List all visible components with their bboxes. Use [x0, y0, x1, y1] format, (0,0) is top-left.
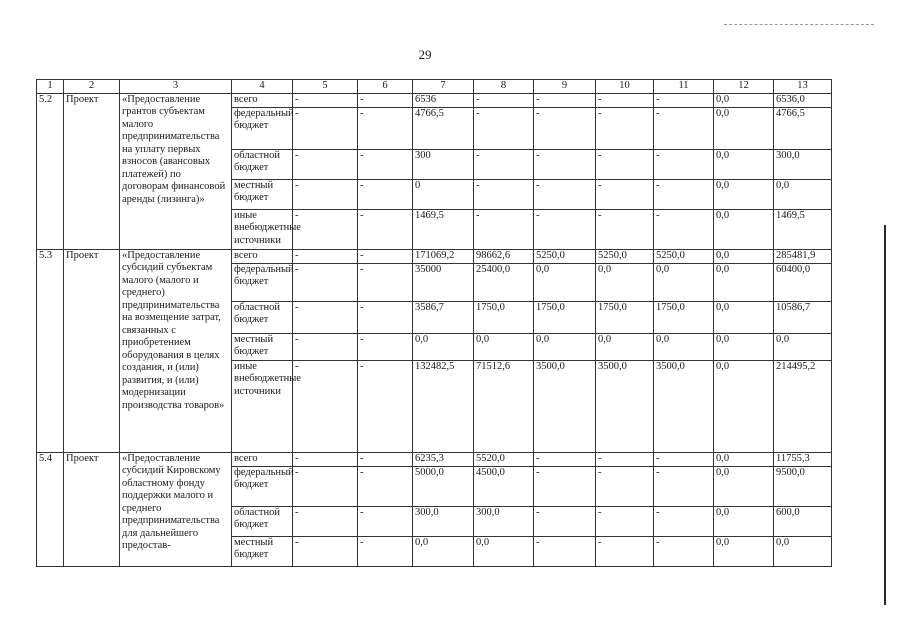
value-cell-c11: - — [654, 93, 714, 107]
value-cell-c7: 3586,7 — [413, 301, 474, 333]
value-cell-c6: - — [358, 263, 413, 301]
value-cell-c5: - — [293, 301, 358, 333]
value-cell-c10: 1750,0 — [596, 301, 654, 333]
funding-source: федеральный бюджет — [232, 107, 293, 149]
value-cell-c7: 0,0 — [413, 333, 474, 360]
column-header: 4 — [232, 80, 293, 94]
value-cell-c11: - — [654, 506, 714, 536]
value-cell-c9: 5250,0 — [534, 249, 596, 263]
value-cell-c6: - — [358, 360, 413, 452]
column-header: 7 — [413, 80, 474, 94]
value-cell-c12: 0,0 — [714, 149, 774, 179]
section-type: Проект — [64, 93, 120, 249]
value-cell-c10: - — [596, 179, 654, 209]
value-cell-c13: 285481,9 — [774, 249, 832, 263]
value-cell-c12: 0,0 — [714, 301, 774, 333]
column-header: 13 — [774, 80, 832, 94]
value-cell-c7: 1469,5 — [413, 209, 474, 249]
value-cell-c10: - — [596, 466, 654, 506]
value-cell-c7: 300,0 — [413, 506, 474, 536]
value-cell-c8: 0,0 — [474, 536, 534, 566]
value-cell-c13: 6536,0 — [774, 93, 832, 107]
section-number: 5.3 — [37, 249, 64, 452]
value-cell-c11: - — [654, 466, 714, 506]
section-type: Проект — [64, 452, 120, 566]
value-cell-c5: - — [293, 149, 358, 179]
value-cell-c9: 3500,0 — [534, 360, 596, 452]
funding-source: местный бюджет — [232, 179, 293, 209]
value-cell-c11: - — [654, 149, 714, 179]
value-cell-c6: - — [358, 333, 413, 360]
value-cell-c13: 0,0 — [774, 333, 832, 360]
funding-source: всего — [232, 452, 293, 466]
section-number: 5.4 — [37, 452, 64, 566]
value-cell-c6: - — [358, 107, 413, 149]
value-cell-c8: - — [474, 149, 534, 179]
funding-source: федеральный бюджет — [232, 466, 293, 506]
value-cell-c7: 6536 — [413, 93, 474, 107]
value-cell-c7: 5000,0 — [413, 466, 474, 506]
value-cell-c10: - — [596, 506, 654, 536]
value-cell-c5: - — [293, 107, 358, 149]
value-cell-c11: 5250,0 — [654, 249, 714, 263]
value-cell-c11: 1750,0 — [654, 301, 714, 333]
value-cell-c10: - — [596, 536, 654, 566]
value-cell-c7: 0,0 — [413, 536, 474, 566]
table-row — [37, 93, 832, 107]
column-header: 6 — [358, 80, 413, 94]
value-cell-c6: - — [358, 149, 413, 179]
value-cell-c7: 0 — [413, 179, 474, 209]
value-cell-c8: 4500,0 — [474, 466, 534, 506]
value-cell-c13: 4766,5 — [774, 107, 832, 149]
value-cell-c5: - — [293, 506, 358, 536]
budget-table — [36, 79, 832, 567]
value-cell-c11: 0,0 — [654, 263, 714, 301]
column-number-row — [37, 80, 832, 94]
value-cell-c8: 71512,6 — [474, 360, 534, 452]
funding-source: федеральный бюджет — [232, 263, 293, 301]
value-cell-c13: 600,0 — [774, 506, 832, 536]
value-cell-c7: 171069,2 — [413, 249, 474, 263]
funding-source: областной бюджет — [232, 506, 293, 536]
top-rule — [724, 24, 874, 25]
value-cell-c5: - — [293, 249, 358, 263]
value-cell-c9: - — [534, 452, 596, 466]
value-cell-c8: 0,0 — [474, 333, 534, 360]
value-cell-c8: - — [474, 179, 534, 209]
value-cell-c7: 6235,3 — [413, 452, 474, 466]
funding-source: всего — [232, 249, 293, 263]
column-header: 12 — [714, 80, 774, 94]
value-cell-c9: 1750,0 — [534, 301, 596, 333]
value-cell-c11: - — [654, 536, 714, 566]
value-cell-c7: 132482,5 — [413, 360, 474, 452]
value-cell-c12: 0,0 — [714, 249, 774, 263]
value-cell-c13: 214495,2 — [774, 360, 832, 452]
value-cell-c6: - — [358, 301, 413, 333]
value-cell-c9: - — [534, 149, 596, 179]
value-cell-c12: 0,0 — [714, 93, 774, 107]
value-cell-c10: - — [596, 209, 654, 249]
section-type: Проект — [64, 249, 120, 452]
value-cell-c9: - — [534, 536, 596, 566]
table-body — [37, 93, 832, 566]
value-cell-c8: 5520,0 — [474, 452, 534, 466]
column-header: 1 — [37, 80, 64, 94]
value-cell-c9: - — [534, 179, 596, 209]
value-cell-c5: - — [293, 360, 358, 452]
value-cell-c13: 0,0 — [774, 179, 832, 209]
value-cell-c12: 0,0 — [714, 107, 774, 149]
column-header: 5 — [293, 80, 358, 94]
column-header: 10 — [596, 80, 654, 94]
table-row — [37, 249, 832, 263]
funding-source: иные внебюджетные источники — [232, 360, 293, 452]
funding-source: иные внебюджетные источники — [232, 209, 293, 249]
value-cell-c13: 300,0 — [774, 149, 832, 179]
value-cell-c8: - — [474, 93, 534, 107]
section-description: «Предоставление грантов субъектам малого предпринимательства на уплату первых взносов (авансовых платежей) по договорам финансовой аренды (лизинга)» — [120, 93, 232, 249]
value-cell-c11: 3500,0 — [654, 360, 714, 452]
value-cell-c6: - — [358, 93, 413, 107]
value-cell-c5: - — [293, 179, 358, 209]
value-cell-c6: - — [358, 536, 413, 566]
value-cell-c9: - — [534, 209, 596, 249]
column-header: 11 — [654, 80, 714, 94]
value-cell-c10: 5250,0 — [596, 249, 654, 263]
funding-source: областной бюджет — [232, 149, 293, 179]
column-header: 8 — [474, 80, 534, 94]
value-cell-c8: 25400,0 — [474, 263, 534, 301]
value-cell-c13: 9500,0 — [774, 466, 832, 506]
value-cell-c8: 300,0 — [474, 506, 534, 536]
table-row — [37, 452, 832, 466]
value-cell-c12: 0,0 — [714, 263, 774, 301]
value-cell-c8: 1750,0 — [474, 301, 534, 333]
section-description: «Предоставление субсидий Кировскому областному фонду поддержки малого и среднего предпринимательства для дальнейшего предостав- — [120, 452, 232, 566]
value-cell-c9: - — [534, 466, 596, 506]
section-description: «Предоставление субсидий субъектам малого (малого и среднего) предпринимательства на возмещение затрат, связанных с приобретением оборудования в целях создания, и (или) развития, и (или) модернизации производства товаров» — [120, 249, 232, 452]
margin-rule — [884, 225, 886, 605]
value-cell-c6: - — [358, 209, 413, 249]
value-cell-c5: - — [293, 263, 358, 301]
value-cell-c7: 35000 — [413, 263, 474, 301]
value-cell-c13: 60400,0 — [774, 263, 832, 301]
section-number: 5.2 — [37, 93, 64, 249]
value-cell-c12: 0,0 — [714, 536, 774, 566]
column-header: 9 — [534, 80, 596, 94]
value-cell-c5: - — [293, 333, 358, 360]
value-cell-c8: - — [474, 107, 534, 149]
funding-source: областной бюджет — [232, 301, 293, 333]
value-cell-c13: 11755,3 — [774, 452, 832, 466]
value-cell-c5: - — [293, 536, 358, 566]
value-cell-c6: - — [358, 506, 413, 536]
value-cell-c8: 98662,6 — [474, 249, 534, 263]
value-cell-c7: 300 — [413, 149, 474, 179]
value-cell-c11: - — [654, 452, 714, 466]
value-cell-c12: 0,0 — [714, 333, 774, 360]
value-cell-c12: 0,0 — [714, 466, 774, 506]
page-number: 29 — [418, 47, 432, 62]
value-cell-c10: 0,0 — [596, 263, 654, 301]
value-cell-c5: - — [293, 209, 358, 249]
value-cell-c12: 0,0 — [714, 506, 774, 536]
value-cell-c9: 0,0 — [534, 333, 596, 360]
value-cell-c11: - — [654, 107, 714, 149]
value-cell-c9: 0,0 — [534, 263, 596, 301]
funding-source: местный бюджет — [232, 536, 293, 566]
value-cell-c13: 0,0 — [774, 536, 832, 566]
value-cell-c5: - — [293, 466, 358, 506]
value-cell-c5: - — [293, 93, 358, 107]
value-cell-c10: 3500,0 — [596, 360, 654, 452]
value-cell-c10: - — [596, 93, 654, 107]
funding-source: всего — [232, 93, 293, 107]
value-cell-c9: - — [534, 107, 596, 149]
value-cell-c6: - — [358, 179, 413, 209]
value-cell-c12: 0,0 — [714, 179, 774, 209]
value-cell-c13: 1469,5 — [774, 209, 832, 249]
value-cell-c9: - — [534, 506, 596, 536]
value-cell-c11: - — [654, 179, 714, 209]
value-cell-c5: - — [293, 452, 358, 466]
value-cell-c11: - — [654, 209, 714, 249]
value-cell-c10: - — [596, 452, 654, 466]
value-cell-c6: - — [358, 452, 413, 466]
value-cell-c10: - — [596, 107, 654, 149]
value-cell-c10: 0,0 — [596, 333, 654, 360]
value-cell-c12: 0,0 — [714, 452, 774, 466]
value-cell-c9: - — [534, 93, 596, 107]
value-cell-c12: 0,0 — [714, 360, 774, 452]
value-cell-c8: - — [474, 209, 534, 249]
column-header: 2 — [64, 80, 120, 94]
value-cell-c12: 0,0 — [714, 209, 774, 249]
value-cell-c11: 0,0 — [654, 333, 714, 360]
funding-source: местный бюджет — [232, 333, 293, 360]
value-cell-c6: - — [358, 249, 413, 263]
column-header: 3 — [120, 80, 232, 94]
value-cell-c13: 10586,7 — [774, 301, 832, 333]
value-cell-c7: 4766,5 — [413, 107, 474, 149]
value-cell-c6: - — [358, 466, 413, 506]
value-cell-c10: - — [596, 149, 654, 179]
